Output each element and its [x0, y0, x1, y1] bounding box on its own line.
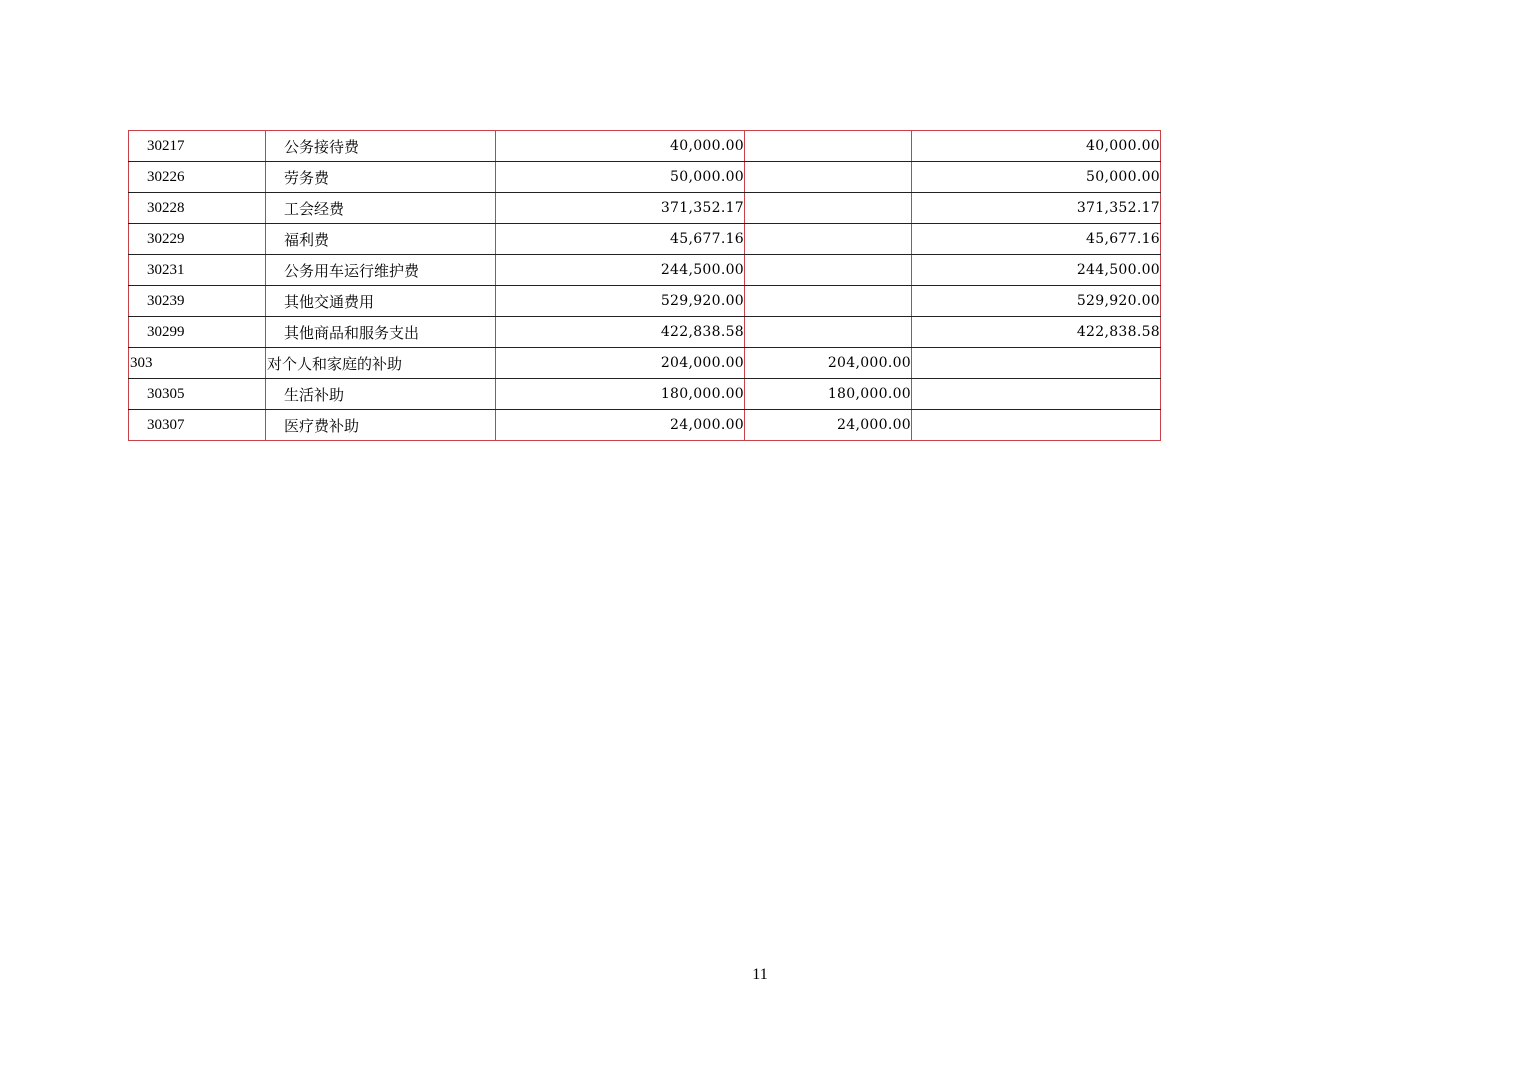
row-basic: 204,000.00: [745, 348, 912, 379]
row-basic: [745, 286, 912, 317]
row-basic: [745, 224, 912, 255]
row-project: 371,352.17: [912, 193, 1161, 224]
table-row: [129, 255, 1161, 286]
row-name: 工会经费: [266, 193, 496, 224]
budget-table: [128, 130, 1161, 441]
row-total: 371,352.17: [496, 193, 745, 224]
row-name: 公务用车运行维护费: [266, 255, 496, 286]
row-total: 50,000.00: [496, 162, 745, 193]
row-project: 244,500.00: [912, 255, 1161, 286]
row-code: 30305: [129, 379, 266, 410]
row-project: [912, 379, 1161, 410]
row-name: 医疗费补助: [266, 410, 496, 441]
row-code: 30307: [129, 410, 266, 441]
row-code: 30217: [129, 131, 266, 162]
row-project: 422,838.58: [912, 317, 1161, 348]
row-code: 303: [129, 348, 266, 379]
row-basic: [745, 162, 912, 193]
row-total: 45,677.16: [496, 224, 745, 255]
table-row: [129, 193, 1161, 224]
page-number: 11: [752, 966, 768, 983]
row-total: 204,000.00: [496, 348, 745, 379]
table-row: [129, 286, 1161, 317]
row-total: 180,000.00: [496, 379, 745, 410]
row-code: 30228: [129, 193, 266, 224]
row-total: 529,920.00: [496, 286, 745, 317]
row-basic: [745, 255, 912, 286]
row-total: 24,000.00: [496, 410, 745, 441]
table-row: [129, 131, 1161, 162]
row-basic: [745, 131, 912, 162]
row-project: [912, 410, 1161, 441]
row-name: 对个人和家庭的补助: [266, 348, 496, 379]
row-total: 422,838.58: [496, 317, 745, 348]
row-name: 其他交通费用: [266, 286, 496, 317]
row-code: 30299: [129, 317, 266, 348]
row-total: 244,500.00: [496, 255, 745, 286]
row-basic: [745, 317, 912, 348]
row-basic: 24,000.00: [745, 410, 912, 441]
table-row: [129, 348, 1161, 379]
row-project: 40,000.00: [912, 131, 1161, 162]
row-code: 30231: [129, 255, 266, 286]
row-code: 30239: [129, 286, 266, 317]
table-row: [129, 162, 1161, 193]
row-code: 30226: [129, 162, 266, 193]
row-code: 30229: [129, 224, 266, 255]
table-row: [129, 410, 1161, 441]
row-project: 50,000.00: [912, 162, 1161, 193]
row-total: 40,000.00: [496, 131, 745, 162]
table-row: [129, 379, 1161, 410]
row-name: 其他商品和服务支出: [266, 317, 496, 348]
row-project: 45,677.16: [912, 224, 1161, 255]
row-project: [912, 348, 1161, 379]
table-row: [129, 224, 1161, 255]
row-name: 生活补助: [266, 379, 496, 410]
row-name: 公务接待费: [266, 131, 496, 162]
row-name: 福利费: [266, 224, 496, 255]
row-basic: [745, 193, 912, 224]
row-name: 劳务费: [266, 162, 496, 193]
table-row: [129, 317, 1161, 348]
row-basic: 180,000.00: [745, 379, 912, 410]
row-project: 529,920.00: [912, 286, 1161, 317]
